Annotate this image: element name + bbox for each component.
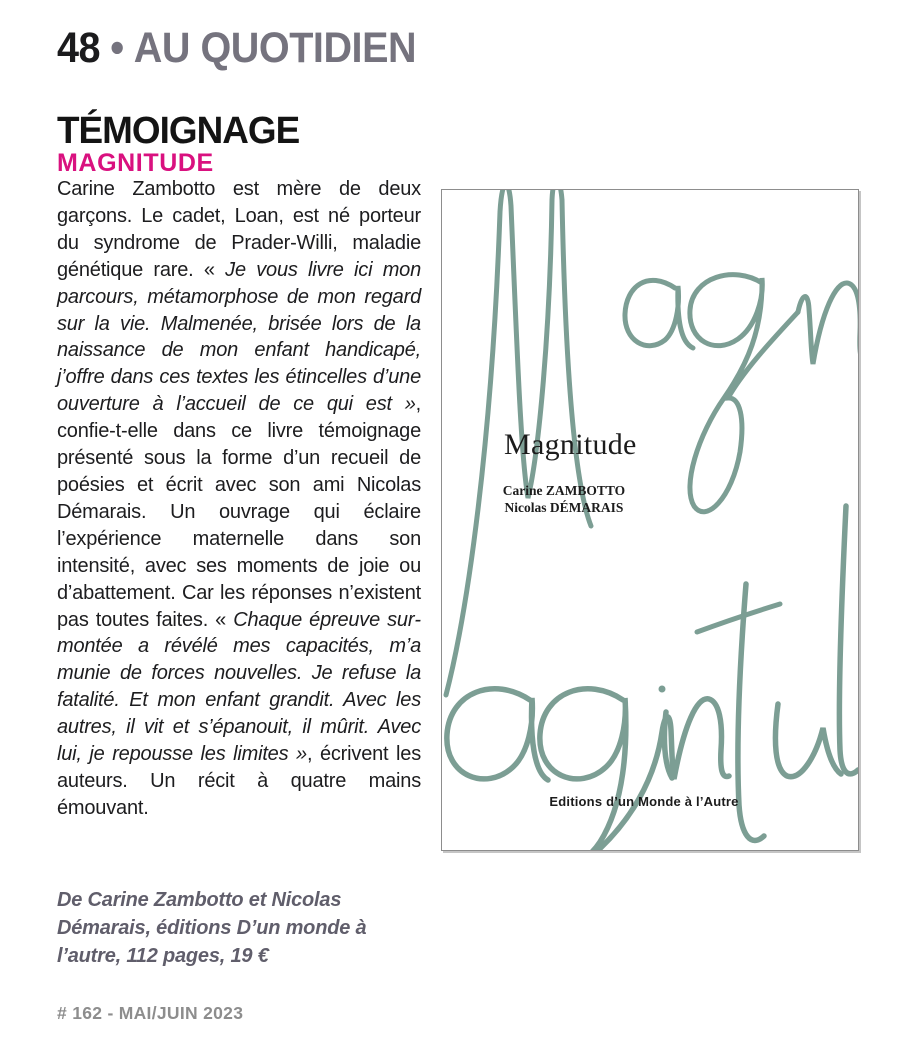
book-authors: Carine ZAMBOTTO Nicolas DÉMARAIS — [502, 483, 626, 515]
script-letter-n-bottom — [594, 699, 729, 850]
article-body: Carine Zambotto est mère de deux garçons. Le cadet, Loan, est né porteur du syndrome de Prader-Willi, maladie génétique rare. « Je vous livre ici mon parcours, métamorphose de mon regard sur la vie. Malmenée, brisée lors de la naissance de mon enfant handicapé, j’offre dans ces textes les étincelles d’une ouverture à l’accueil de ce qui est », confie-t-elle dans ce livre témoignage présenté sous la forme d’un recueil de poésies et écrit avec son ami Nicolas Démarais. Un ouvrage qui éclaire l’expérience maternelle dans son intensité, avec ses moments de joie ou d’abattement. Car les réponses n’existent pas toutes faites. « Chaque épreuve surmontée a révélé mes capacités, m’a munie de forces nouvelles. Je refuse la fatalité. Et mon enfant grandit. Avec les autres, il vit et s’épanouit, il mûrit. Avec lui, je repousse les limites », écrivent les auteurs. Un récit à quatre mains émouvant. — [57, 178, 422, 819]
script-letter-a-bottom — [447, 689, 548, 780]
book-cover-script-art — [442, 190, 858, 850]
article-title: MAGNITUDE — [57, 149, 214, 177]
page-number: 48 — [57, 24, 101, 72]
book-publisher: Editions d’un Monde à l’Autre — [549, 794, 739, 809]
script-letter-n-top — [798, 283, 858, 364]
script-letter-u-bowl — [775, 704, 841, 777]
article-category: TÉMOIGNAGE — [57, 110, 300, 152]
script-letter-g-top — [690, 275, 798, 512]
article-credit: De Carine Zambotto et Nicolas Démarais, éditions D’un monde à l’autre, 112 pages, 19 € — [57, 889, 367, 967]
section-title: AU QUOTIDIEN — [133, 24, 417, 72]
page-header — [57, 24, 416, 73]
issue-footer: # 162 - MAI/JUIN 2023 — [57, 1003, 244, 1023]
script-letter-a-top — [625, 280, 693, 348]
script-letter-t-bar — [697, 604, 780, 632]
script-letter-u-ascender — [839, 506, 858, 774]
book-title: Magnitude — [504, 428, 637, 461]
header-bullet: • — [110, 24, 124, 72]
script-letter-i-dot — [659, 686, 666, 693]
book-cover — [441, 189, 859, 851]
